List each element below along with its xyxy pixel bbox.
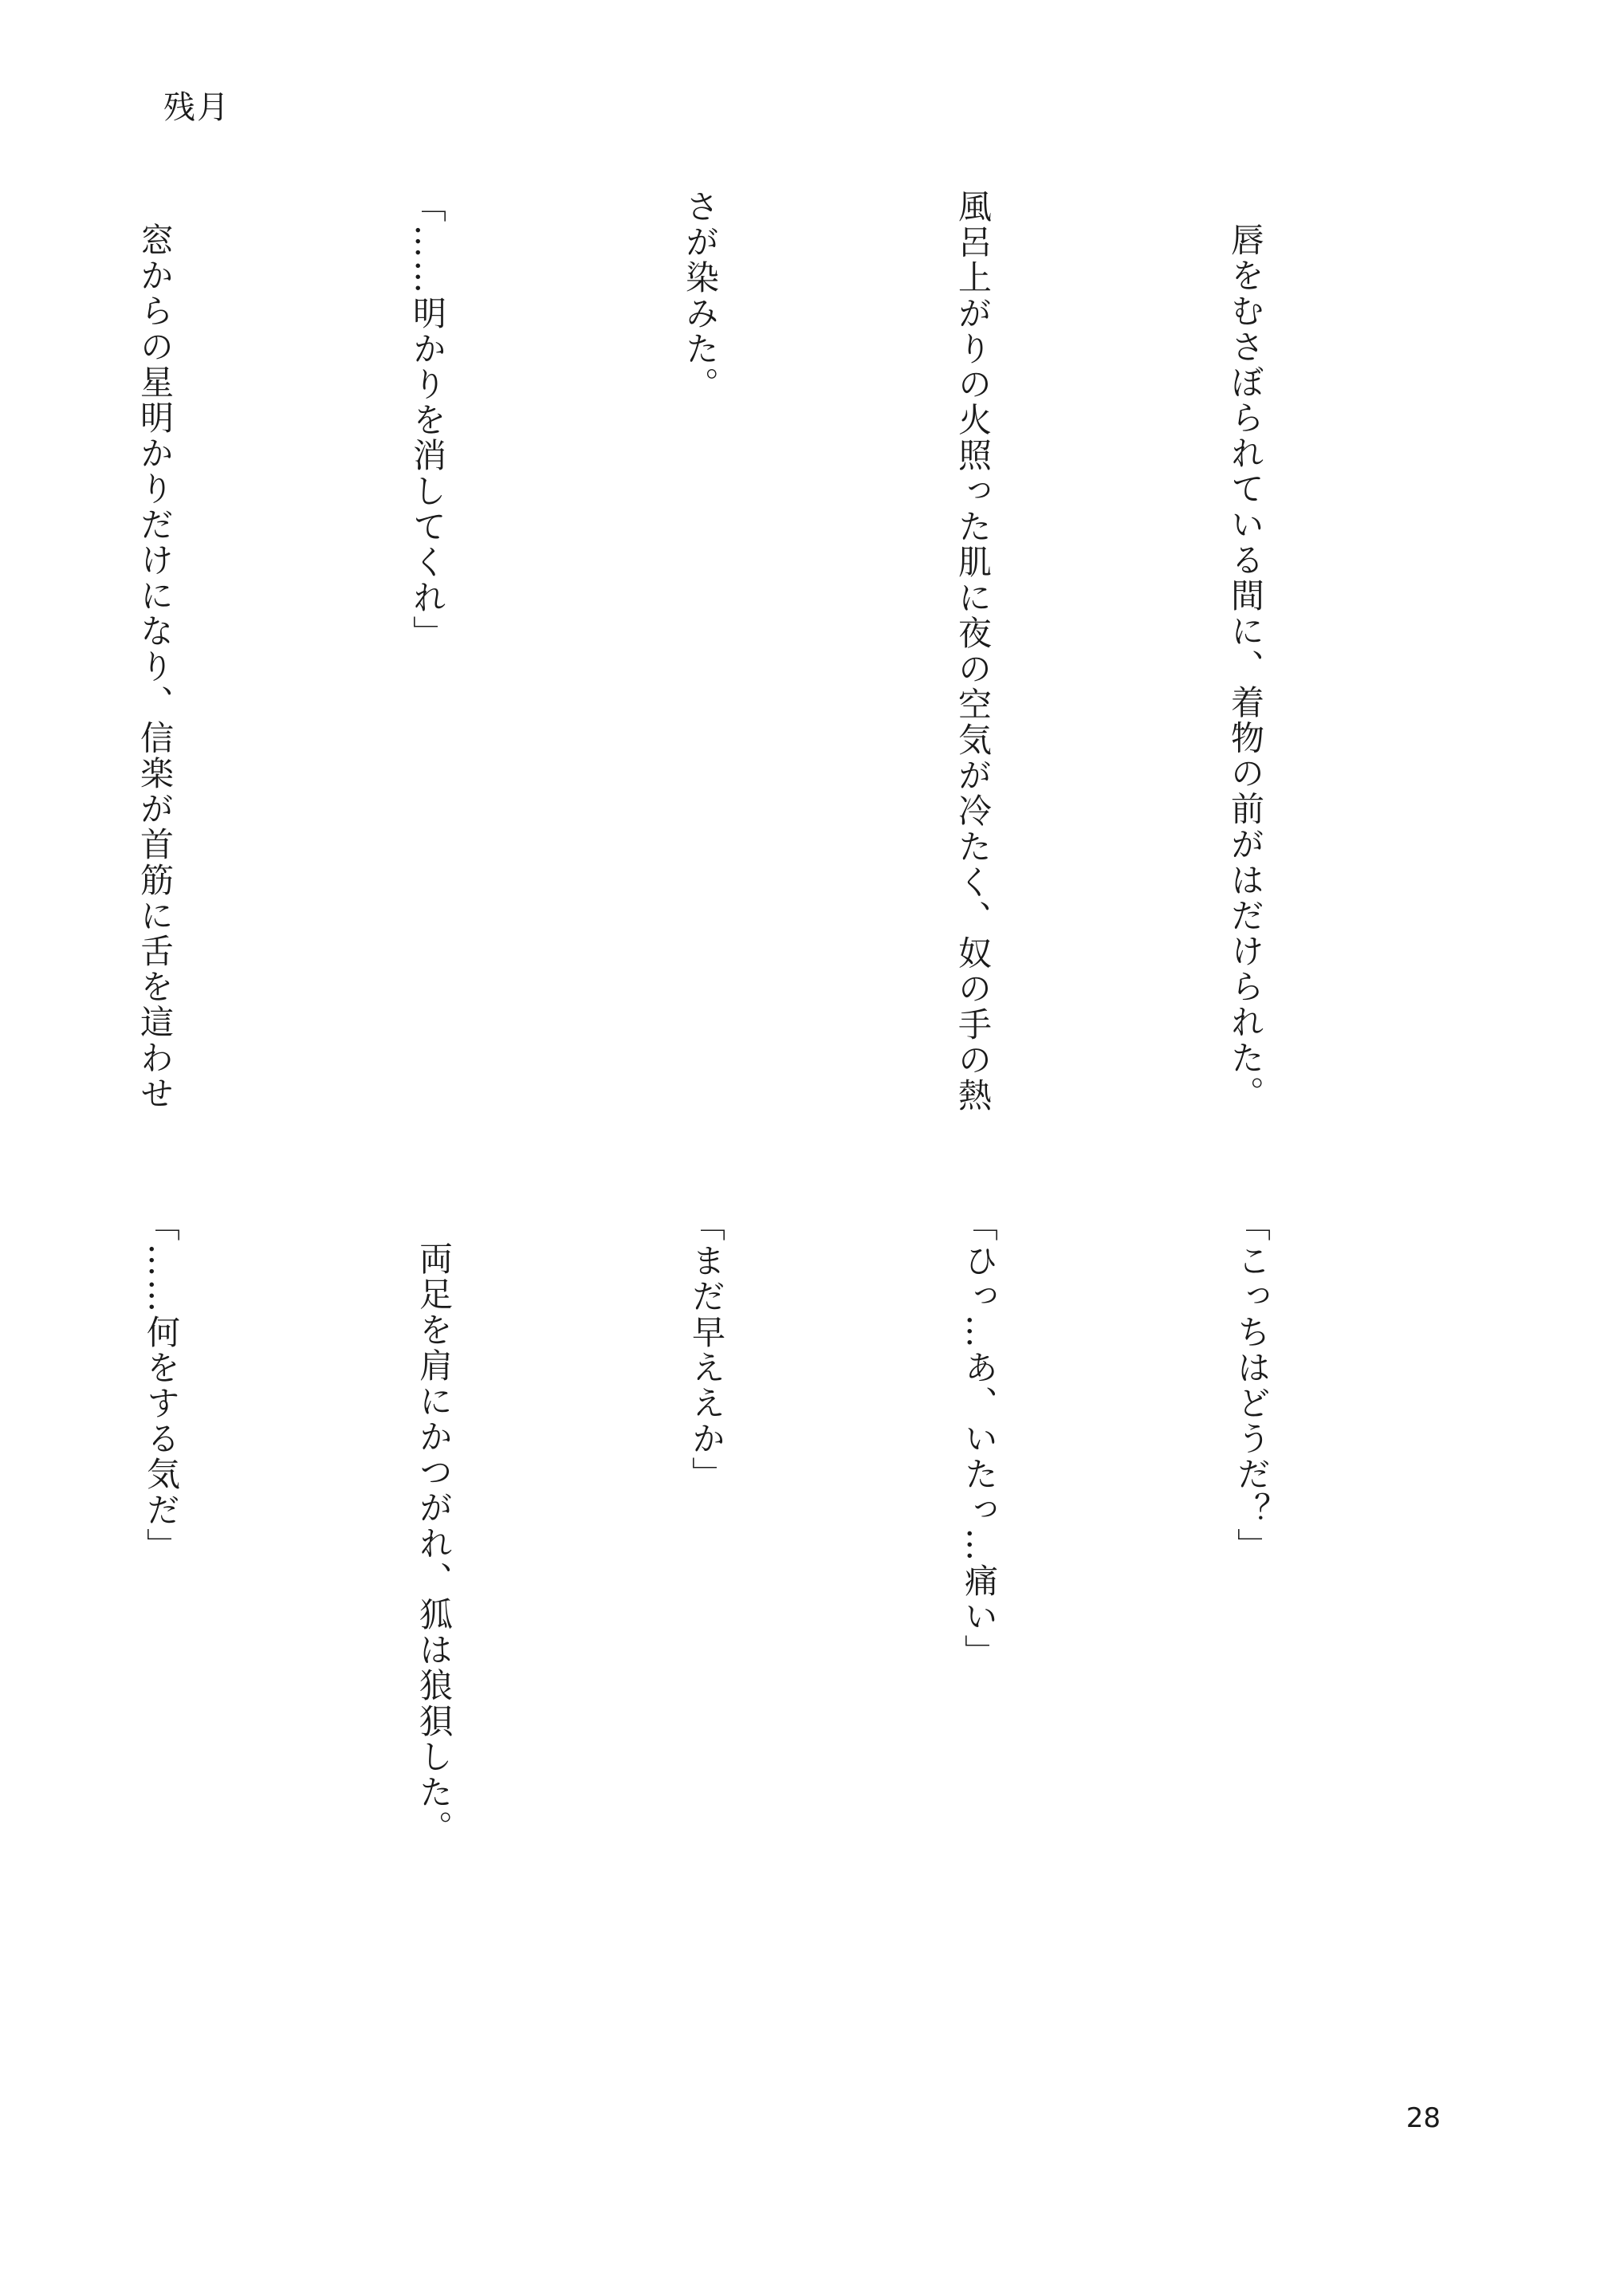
text-line: 両足を肩にかつがれ、狐は狼狽した。 <box>415 1241 454 1846</box>
dialogue-line: 「まだ早ええか」 <box>687 1208 726 1492</box>
upper-text-block <box>0 189 1472 1193</box>
dialogue-line: 「……明かりを消してくれ」 <box>408 189 447 651</box>
dialogue-line: 「……何をする気だ」 <box>142 1208 181 1563</box>
text-line: さが染みた。 <box>681 189 720 403</box>
text-line: 窓からの星明かりだけになり、信楽が首筋に舌を這わせ <box>136 222 175 1111</box>
dialogue-line: 「ひっ…あ、いたっ…痛い」 <box>960 1208 999 1670</box>
running-title: 残月 <box>163 89 230 126</box>
text-line: 唇をむさぼられている間に、着物の前がはだけられた。 <box>1226 222 1265 1111</box>
text-line: 風呂上がりの火照った肌に夜の空気が冷たく、奴の手の熱 <box>953 189 993 1114</box>
page-number: 28 <box>1406 2102 1441 2134</box>
lower-text-block <box>0 1208 1479 2093</box>
dialogue-line: 「こっちはどうだ？」 <box>1233 1208 1272 1563</box>
